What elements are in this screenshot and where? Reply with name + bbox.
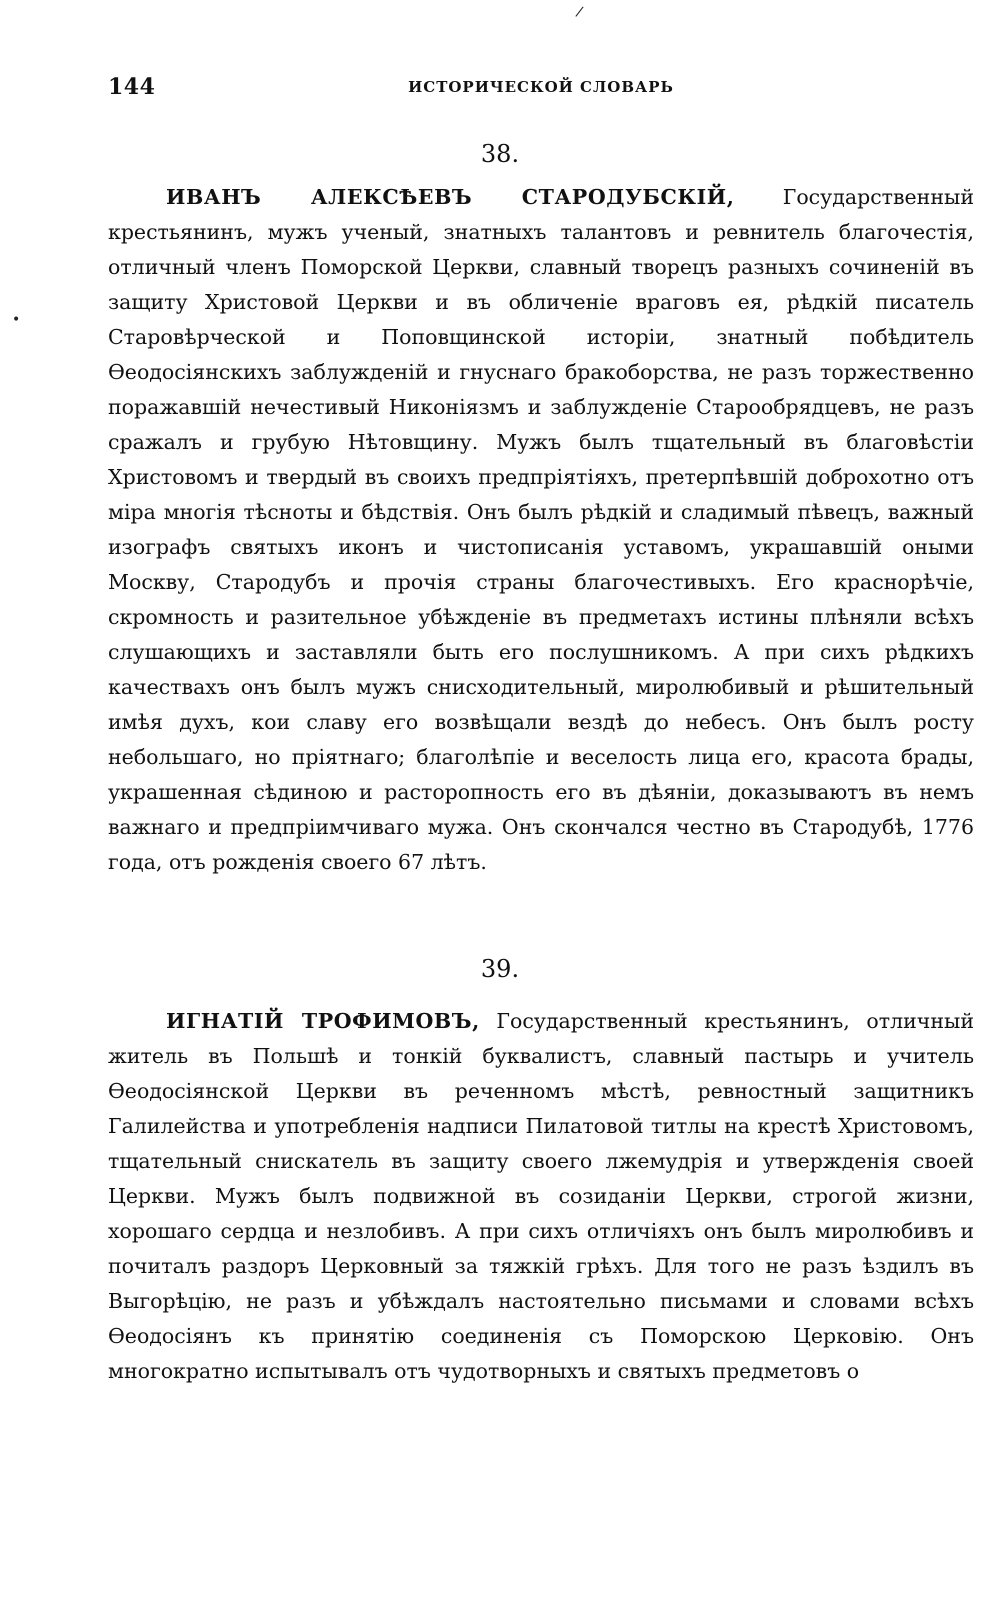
entry-number-39: 39. xyxy=(480,955,520,983)
page-header xyxy=(108,74,974,106)
page-number: 144 xyxy=(108,74,156,100)
entry-38-name: ИВАНЪ АЛЕКСѢЕВЪ СТАРОДУБСКІЙ, xyxy=(166,185,735,209)
entry-39-name: ИГНАТІЙ ТРОФИМОВЪ, xyxy=(166,1009,480,1033)
margin-dot: • xyxy=(12,312,21,328)
entry-39-text xyxy=(108,1004,974,1389)
entry-38-text xyxy=(108,180,974,880)
entry-39-body: Государственный крестьянинъ, отличный житель въ Польшѣ и тонкій буквалистъ, славный пастырь и учитель Ѳеодосіянской Церкви въ реченномъ мѣстѣ, ревностный защитникъ Галилейства и употребленія надписи Пилатовой титлы на крестѣ Христовомъ, тщательный снискатель въ защиту своего лжемудрія и утвержденія своей Церкви. Мужъ былъ подвижной въ созиданіи Церкви, строгой жизни, хорошаго сердца и незлобивъ. А при сихъ отличіяхъ онъ былъ миролюбивъ и почиталъ раздоръ Церковный за тяжкій грѣхъ. Для того не разъ ѣздилъ въ Выгорѣцію, не разъ и убѣждалъ настоятельно письмами и словами всѣхъ Ѳеодосіянъ къ принятію соединенія съ Поморскою Церковію. Онъ многократно испытывалъ отъ чудотворныхъ и святыхъ предметовъ о xyxy=(108,1009,974,1383)
ink-mark-top: / xyxy=(574,3,585,21)
entry-38-body: Государственный крестьянинъ, мужъ ученый, знатныхъ талантовъ и ревнитель благочестія, отличный членъ Поморской Церкви, славный творецъ разныхъ сочиненій въ защиту Христовой Церкви и въ обличеніе враговъ ея, рѣдкій писатель Старовѣрческой и Поповщинской исторіи, знатный побѣдитель Ѳеодосіянскихъ заблужденій и гнуснаго бракоборства, не разъ торжественно поражавшій нечестивый Никоніязмъ и заблужденіе Старообрядцевъ, не разъ сражалъ и грубую Нѣтовщину. Мужъ былъ тщательный въ благовѣстіи Христовомъ и твердый въ своихъ предпріятіяхъ, претерпѣвшій доброхотно отъ міра многія тѣсноты и бѣдствія. Онъ былъ рѣдкій и сладимый пѣвецъ, важный изографъ святыхъ иконъ и чистописанія уставомъ, украшавшій оными Москву, Стародубъ и прочія страны благочестивыхъ. Его краснорѣчіе, скромность и разительное убѣжденіе въ предметахъ истины плѣняли всѣхъ слушающихъ и заставляли быть его послушникомъ. А при сихъ рѣдкихъ качествахъ онъ былъ мужъ снисходительный, миролюбивый и рѣшительный имѣя духъ, кои славу его возвѣщали вездѣ до небесъ. Онъ былъ росту небольшаго, но пріятнаго; благолѣпіе и веселость лица его, красота брады, украшенная сѣдиною и расторопность его въ дѣяніи, доказываютъ въ немъ важнаго и предпріимчиваго мужа. Онъ скончался честно въ Стародубѣ, 1776 года, отъ рожденія своего 67 лѣтъ. xyxy=(108,185,974,874)
entry-number-38: 38. xyxy=(480,140,520,168)
running-head: ИСТОРИЧЕСКОЙ СЛОВАРЬ xyxy=(408,78,674,96)
